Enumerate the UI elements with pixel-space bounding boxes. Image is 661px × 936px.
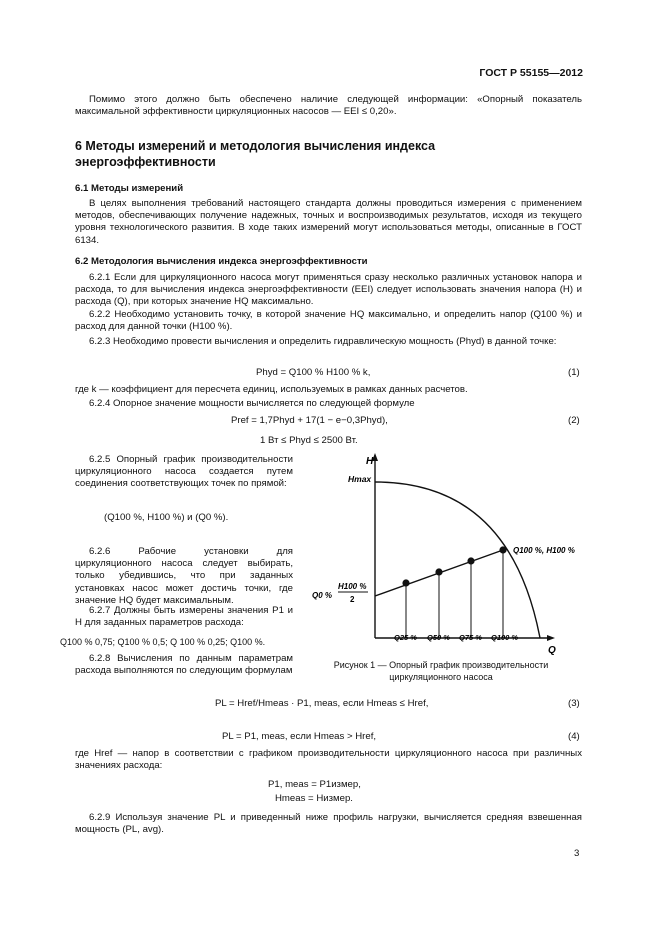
hmax-label: Hmax: [348, 474, 372, 484]
tick-q25: Q25 %: [394, 633, 417, 642]
max-performance-curve: [375, 482, 540, 638]
q0-label: Q0 %: [312, 591, 333, 600]
subsection-6-2-title: 6.2 Методология вычисления индекса энергоэффективности: [75, 256, 368, 267]
equation-1-number: (1): [568, 367, 580, 378]
equation-4: PL = P1, meas, если Hmeas > Href,: [222, 731, 377, 742]
paragraph-6-2-4: 6.2.4 Опорное значение мощности вычисляется по следующей формуле: [89, 398, 415, 409]
x-axis-arrow: [547, 635, 555, 641]
paragraph-6-2-5: 6.2.5 Опорный график производительности циркуляционного насоса создается путем соединения соответствующих точек по прямой:: [75, 454, 293, 490]
reference-performance-chart: [312, 450, 580, 660]
h100-half-numerator: H100 %: [338, 582, 367, 591]
figure-caption: Рисунок 1 — Опорный график производительности циркуляционного насоса: [333, 660, 549, 682]
x-axis-label: Q: [548, 645, 556, 656]
tick-q50: Q50 %: [427, 633, 450, 642]
h100-half-denominator: 2: [350, 595, 355, 604]
subsection-6-1-text: В целях выполнения требований настоящего стандарта должны проводиться измерения с применением методов, обеспечивающих получение надежных, точных и воспроизводимых результатов, исходя из текущего уровня технологического развития. В ходе таких измерений могут использоваться методы, описанные в ГОСТ 6134.: [75, 198, 582, 246]
document-header: ГОСТ Р 55155—2012: [479, 67, 583, 79]
flow-values: Q100 % 0,75; Q100 % 0,5; Q 100 % 0,25; Q100 %.: [60, 637, 266, 647]
paragraph-6-2-6: 6.2.6 Рабочие установки для циркуляционного насоса следует выбирать, только убедившись, что при заданных установках насос может достичь точки, где значение HQ будет максимальным.: [75, 546, 293, 606]
definition-h-meas: Hmeas = Hизмер.: [275, 793, 353, 804]
paragraph-6-2-8: 6.2.8 Вычисления по данным параметрам расхода выполняются по следующим формулам: [75, 653, 293, 677]
paragraph-6-2-7: 6.2.7 Должны быть измерены значения P1 и H для заданных параметров расхода:: [75, 605, 293, 629]
equation-2: Pref = 1,7Phyd + 17(1 − e−0,3Phyd),: [231, 415, 388, 426]
section-6-title: 6 Методы измерений и методология вычисления индекса энергоэффективности: [75, 139, 436, 169]
href-definition: где Href — напор в соответствии с графиком производительности циркуляционного насоса при различных значениях расхода:: [75, 748, 582, 772]
paragraph-6-2-3: 6.2.3 Необходимо провести вычисления и определить гидравлическую мощность (Phyd) в данной точке:: [89, 336, 557, 347]
k-definition: где k — коэффициент для пересчета единиц, используемых в рамках данных расчетов.: [75, 384, 468, 395]
equation-3-number: (3): [568, 698, 580, 709]
tick-q75: Q75 %: [459, 633, 482, 642]
subsection-6-1-title: 6.1 Методы измерений: [75, 183, 184, 194]
equation-4-number: (4): [568, 731, 580, 742]
point-q100: [499, 546, 506, 553]
reference-points: (Q100 %, H100 %) и (Q0 %).: [104, 512, 229, 523]
q100-h100-label: Q100 %, H100 %: [513, 546, 575, 555]
paragraph-6-2-9: 6.2.9 Используя значение PL и приведенный ниже профиль нагрузки, вычисляется средняя взвешенная мощность (PL, avg).: [75, 812, 582, 836]
page-number: 3: [574, 848, 580, 859]
equation-3: PL = Href/Hmeas · P1, meas, если Hmeas ≤ Href,: [215, 698, 429, 709]
intro-paragraph: Помимо этого должно быть обеспечено наличие следующей информации: «Опорный показатель максимальной эффективности циркуляционных насосов — EEI ≤ 0,20».: [75, 94, 582, 118]
point-q75: [467, 557, 474, 564]
equation-2-number: (2): [568, 415, 580, 426]
paragraph-6-2-1: 6.2.1 Если для циркуляционного насоса могут применяться сразу несколько различных установок напора и расхода, то для вычисления индекса энергоэффективности (EEI) следует использовать значения напора (H) и расхода (Q), при которых значение HQ максимально.: [75, 272, 582, 308]
point-q25: [402, 579, 409, 586]
tick-q100: Q100 %: [491, 633, 519, 642]
definition-p1-meas: P1, meas = P1измер,: [268, 779, 361, 790]
equation-1: Phyd = Q100 % H100 % k,: [256, 367, 371, 378]
point-q50: [435, 568, 442, 575]
paragraph-6-2-2: 6.2.2 Необходимо установить точку, в которой значение HQ максимально, и определить напор (Q100 %) и расход для данной точки (H100 %).: [75, 309, 582, 333]
y-axis-label: H: [366, 456, 374, 467]
equation-2-range: 1 Вт ≤ Phyd ≤ 2500 Вт.: [260, 435, 358, 446]
